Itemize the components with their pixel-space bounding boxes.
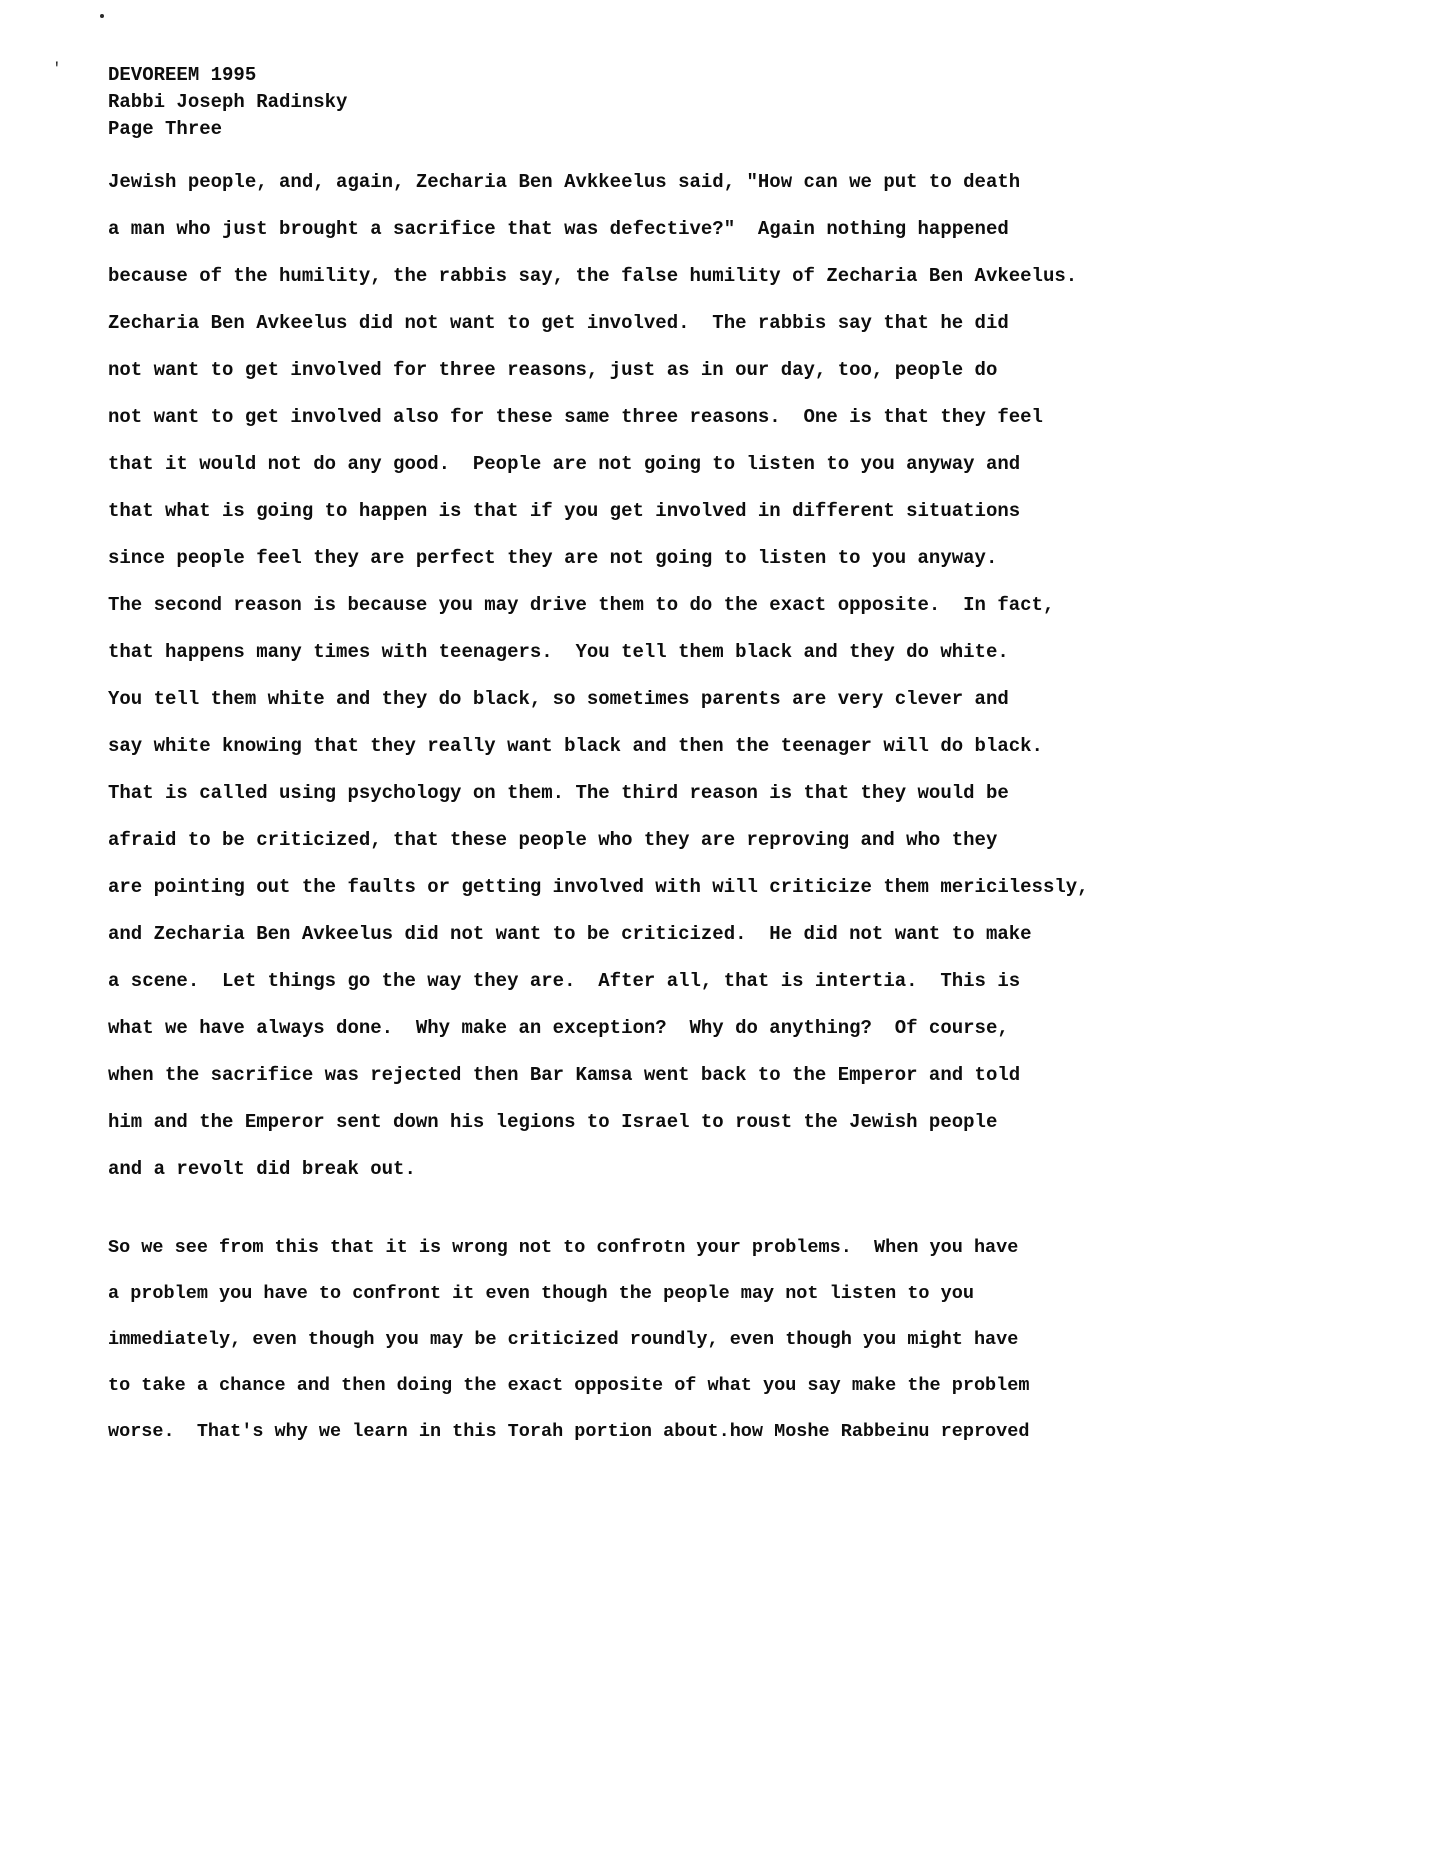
text-line: him and the Emperor sent down his legions to Israel to roust the Jewish people <box>108 1111 998 1133</box>
text-line: not want to get involved for three reasons, just as in our day, too, people do <box>108 359 998 381</box>
document-author: Rabbi Joseph Radinsky <box>108 91 348 113</box>
text-line: worse. That's why we learn in this Torah portion about.how Moshe Rabbeinu reproved <box>108 1421 1030 1442</box>
paragraph-2 <box>108 1225 1370 1455</box>
text-line: Zecharia Ben Avkeelus did not want to get involved. The rabbis say that he did <box>108 312 1009 334</box>
text-line: and Zecharia Ben Avkeelus did not want to be criticized. He did not want to make <box>108 923 1032 945</box>
document-header <box>108 62 1370 143</box>
text-line: since people feel they are perfect they are not going to listen to you anyway. <box>108 547 998 569</box>
text-line: immediately, even though you may be criticized roundly, even though you might have <box>108 1329 1019 1350</box>
text-line: You tell them white and they do black, so sometimes parents are very clever and <box>108 688 1009 710</box>
text-line: and a revolt did break out. <box>108 1158 416 1180</box>
text-line: That is called using psychology on them. The third reason is that they would be <box>108 782 1009 804</box>
text-line: are pointing out the faults or getting involved with will criticize them mericilessly, <box>108 876 1089 898</box>
text-line: a problem you have to confront it even though the people may not listen to you <box>108 1283 974 1304</box>
stray-ink-dot <box>100 14 104 18</box>
stray-ink-tick: ' <box>52 60 62 78</box>
text-line: to take a chance and then doing the exact opposite of what you say make the problem <box>108 1375 1030 1396</box>
text-line: that what is going to happen is that if you get involved in different situations <box>108 500 1021 522</box>
text-line: because of the humility, the rabbis say, the false humility of Zecharia Ben Avkeelus. <box>108 265 1078 287</box>
text-line: So we see from this that it is wrong not to confrotn your problems. When you have <box>108 1237 1019 1258</box>
text-line: not want to get involved also for these same three reasons. One is that they feel <box>108 406 1043 428</box>
page-number-label: Page Three <box>108 118 223 140</box>
text-line: say white knowing that they really want black and then the teenager will do black. <box>108 735 1043 757</box>
text-line: that happens many times with teenagers. You tell them black and they do white. <box>108 641 1009 663</box>
page-content <box>108 62 1370 1455</box>
document-title: DEVOREEM 1995 <box>108 64 257 86</box>
text-line: a man who just brought a sacrifice that was defective?" Again nothing happened <box>108 218 1009 240</box>
text-line: Jewish people, and, again, Zecharia Ben Avkkeelus said, "How can we put to death <box>108 171 1021 193</box>
text-line: a scene. Let things go the way they are. After all, that is intertia. This is <box>108 970 1021 992</box>
text-line: when the sacrifice was rejected then Bar Kamsa went back to the Emperor and told <box>108 1064 1021 1086</box>
text-line: afraid to be criticized, that these people who they are reproving and who they <box>108 829 998 851</box>
paragraph-1 <box>108 159 1370 1193</box>
text-line: that it would not do any good. People are not going to listen to you anyway and <box>108 453 1021 475</box>
text-line: what we have always done. Why make an exception? Why do anything? Of course, <box>108 1017 1009 1039</box>
text-line: The second reason is because you may drive them to do the exact opposite. In fact, <box>108 594 1055 616</box>
